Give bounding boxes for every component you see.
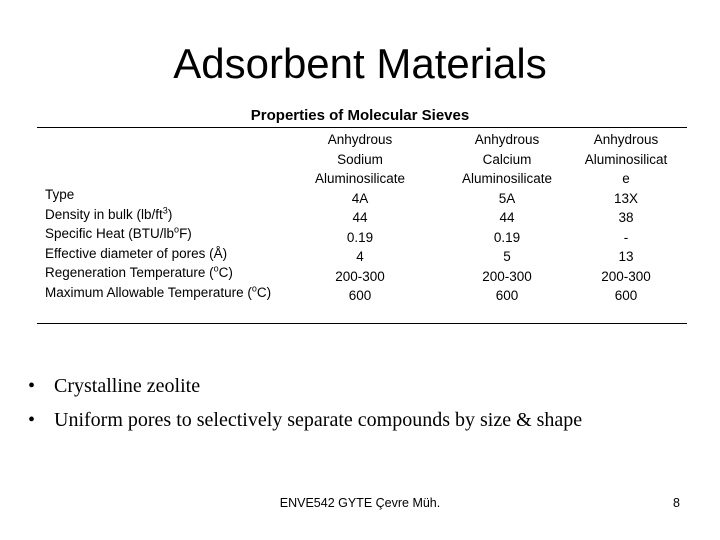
slide-footer: ENVE542 GYTE Çevre Müh. [279,496,441,510]
column-header-line: Sodium [337,151,383,167]
column-sodium-aluminosilicate [300,130,420,306]
cell-regeneration-temp: 200-300 [601,268,651,284]
row-label-density: Density in bulk $(lb/ft^3)$ [45,205,173,222]
column-header-line: Aluminosilicate [314,171,406,186]
row-label-type: Type [45,187,75,202]
table-caption-text: Properties of Molecular Sieves [250,107,470,124]
bullet-list [28,372,718,440]
column-header-line: e [622,171,630,186]
row-label-regeneration-temp: Regeneration Temperature ($^o$C) [45,263,233,280]
bullet-dot-icon: • [28,375,36,397]
bullet-item [28,406,718,440]
table-bottom-rule [37,323,687,324]
column-header [300,130,420,189]
row-label-pore-diameter: Effective diameter of pores (Å) [45,245,228,261]
column-header-line: Anhydrous [593,132,659,147]
row-label-specific-heat: Specific Heat $(BTU/lb^oF)$ [45,224,192,241]
column-header-line: Anhydrous [474,132,540,147]
page-number: 8 [673,496,680,510]
column-header [447,130,567,189]
cell-density: 44 [499,210,515,225]
cell-specific-heat: 0.19 [346,229,374,245]
bullet-item [28,372,718,406]
cell-regeneration-temp: 200-300 [482,268,532,284]
bullet-text: Crystalline zeolite [54,375,201,397]
cell-type: 13X [613,190,639,206]
cell-pore-diameter: 5 [503,249,511,264]
cell-type: 4A [351,190,369,206]
column-header-line: Aluminosilicate [461,171,553,186]
column-header-line: Aluminosilicat [584,151,668,167]
row-labels [45,185,295,302]
cell-type: 5A [498,190,516,206]
column-aluminosilicate [566,130,686,306]
row-label-max-temp: Maximum Allowable Temperature ($^o$C) [45,283,272,300]
cell-max-temp: 600 [614,288,638,303]
slide-title: Adsorbent Materials [173,40,547,87]
table-top-rule [37,127,687,128]
bullet-text: Uniform pores to selectively separate compounds by size & shape [54,409,583,431]
column-calcium-aluminosilicate [447,130,567,306]
cell-max-temp: 600 [495,288,519,303]
cell-density: 38 [618,210,634,225]
column-header [566,130,686,189]
cell-max-temp: 600 [348,288,372,303]
column-header-line: Calcium [482,151,532,167]
cell-pore-diameter: 13 [618,249,634,264]
cell-regeneration-temp: 200-300 [335,268,385,284]
cell-specific-heat: - [623,229,629,245]
cell-density: 44 [352,210,368,225]
bullet-dot-icon: • [28,409,36,431]
table-caption [0,107,720,124]
cell-pore-diameter: 4 [356,249,364,264]
cell-specific-heat: 0.19 [493,229,521,245]
column-header-line: Anhydrous [327,132,393,147]
